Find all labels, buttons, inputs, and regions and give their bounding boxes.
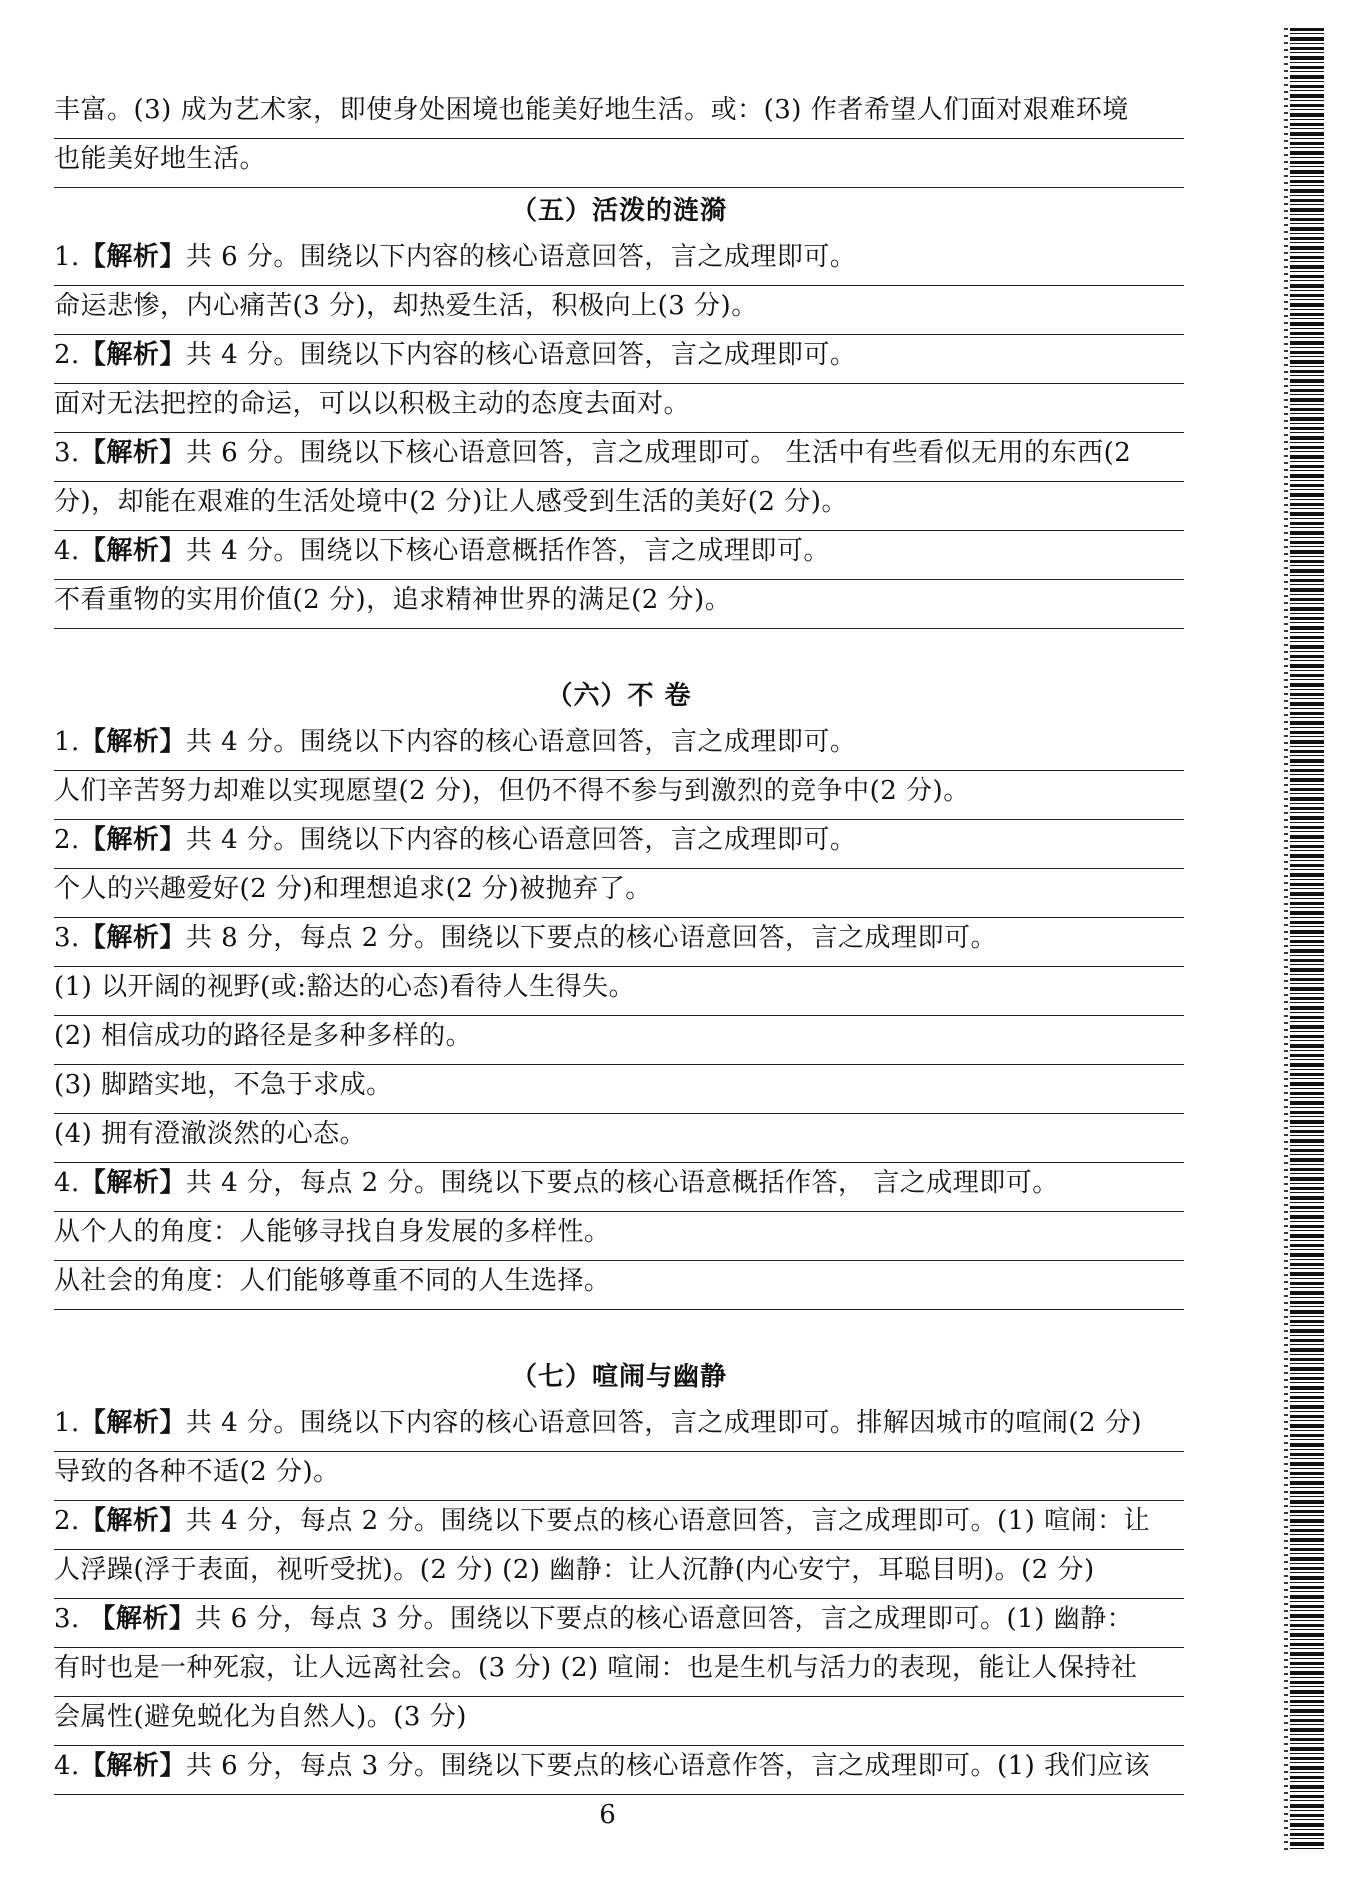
binding-edge [1284,28,1288,1850]
answer-line [54,335,1184,384]
answer-text: 会属性(避免蜕化为自然人)。(3 分) [54,1702,467,1732]
analysis-tag: 【解析】 [79,1751,186,1781]
answer-text: 共 4 分，每点 2 分。围绕以下要点的核心语意概括作答， 言之成理即可。 [185,1168,1059,1198]
analysis-tag: 【解析】 [79,1506,186,1536]
analysis-tag: 【解析】 [79,438,186,468]
question-number: 3. [54,1604,80,1634]
answer-text: 共 4 分。围绕以下内容的核心语意回答，言之成理即可。 [185,340,857,370]
answer-text: 个人的兴趣爱好(2 分)和理想追求(2 分)被抛弃了。 [54,874,652,904]
answer-text: 从社会的角度：人们能够尊重不同的人生选择。 [54,1266,611,1296]
analysis-tag: 【解析】 [79,825,186,855]
answer-text: 共 4 分。围绕以下内容的核心语意回答，言之成理即可。 [185,727,857,757]
question-number: 3. [54,923,80,953]
answer-text: 共 6 分，每点 3 分。围绕以下要点的核心语意作答，言之成理即可。(1) 我们应该 [185,1751,1151,1781]
answer-text: 分)，却能在艰难的生活处境中(2 分)让人感受到生活的美好(2 分)。 [54,487,848,517]
answer-line [54,531,1184,580]
answer-line [54,90,1184,139]
question-number: 3. [54,438,80,468]
analysis-tag: 【解析】 [79,923,186,953]
answer-line [54,1065,1184,1114]
answer-text: 面对无法把控的命运，可以以积极主动的态度去面对。 [54,389,691,419]
answer-line [54,1163,1184,1212]
answer-line [54,820,1184,869]
answer-text: 共 6 分。围绕以下核心语意回答，言之成理即可。 生活中有些看似无用的东西(2 [185,438,1132,468]
analysis-tag: 【解析】 [79,340,186,370]
answer-line [54,286,1184,335]
answer-text: (4) 拥有澄澈淡然的心态。 [54,1119,367,1149]
section-title: （六）不 卷 [546,681,692,711]
answer-line [54,1016,1184,1065]
question-number: 4. [54,536,80,566]
question-number: 4. [54,1168,80,1198]
answer-line [54,722,1184,771]
answer-text: 共 6 分，每点 3 分。围绕以下要点的核心语意回答，言之成理即可。(1) 幽静： [195,1604,1134,1634]
answer-line [54,580,1184,629]
section-title: （五）活泼的涟漪 [510,196,727,226]
answer-line [54,967,1184,1016]
question-number: 4. [54,1751,80,1781]
answer-text: 共 6 分。围绕以下内容的核心语意回答，言之成理即可。 [185,242,857,272]
answer-line [54,1261,1184,1310]
answer-text: 共 8 分，每点 2 分。围绕以下要点的核心语意回答，言之成理即可。 [185,923,997,953]
question-number: 1. [54,1408,80,1438]
answer-text: 有时也是一种死寂，让人远离社会。(3 分) (2) 喧闹：也是生机与活力的表现，能让人保持社 [54,1653,1138,1683]
answer-text: 不看重物的实用价值(2 分)，追求精神世界的满足(2 分)。 [54,585,732,615]
answer-line [54,433,1184,482]
answer-line [54,384,1184,433]
answer-line [54,918,1184,967]
answer-line [54,1648,1184,1697]
analysis-tag: 【解析】 [79,1168,186,1198]
answer-line [54,1599,1184,1648]
answer-text: 命运悲惨，内心痛苦(3 分)，却热爱生活，积极向上(3 分)。 [54,291,758,321]
answer-line [54,869,1184,918]
answer-text: 共 4 分。围绕以下内容的核心语意回答，言之成理即可。 [185,825,857,855]
answer-line [54,1114,1184,1163]
answer-text: (2) 相信成功的路径是多种多样的。 [54,1021,473,1051]
answer-text: 共 4 分。围绕以下核心语意概括作答，言之成理即可。 [185,536,830,566]
answer-text: 共 4 分。围绕以下内容的核心语意回答，言之成理即可。排解因城市的喧闹(2 分) [185,1408,1142,1438]
question-number: 1. [54,727,80,757]
answer-line [54,1746,1184,1795]
section-gap [54,1310,1184,1354]
answer-line [54,1550,1184,1599]
analysis-tag: 【解析】 [79,727,186,757]
page-number: 6 [599,1800,616,1830]
answer-line [54,1697,1184,1746]
section-title: （七）喧闹与幽静 [510,1362,727,1392]
side-barcode [1290,28,1324,1850]
answer-line [54,771,1184,820]
analysis-tag: 【解析】 [79,242,186,272]
answer-line [54,1452,1184,1501]
analysis-tag: 【解析】 [79,536,186,566]
answer-line [54,1501,1184,1550]
answer-text: 从个人的角度：人能够寻找自身发展的多样性。 [54,1217,611,1247]
answer-text: (3) 脚踏实地，不急于求成。 [54,1070,393,1100]
answer-text: 也能美好地生活。 [54,144,267,174]
answer-line [54,237,1184,286]
answer-line [54,1212,1184,1261]
answer-text: 人们辛苦努力却难以实现愿望(2 分)，但仍不得不参与到激烈的竞争中(2 分)。 [54,776,970,806]
answer-content [54,90,1184,1795]
question-number: 1. [54,242,80,272]
answer-text: (1) 以开阔的视野(或:豁达的心态)看待人生得失。 [54,972,636,1002]
answer-line [54,1403,1184,1452]
answer-line [54,482,1184,531]
answer-line [54,139,1184,188]
analysis-tag: 【解析】 [79,1604,196,1634]
analysis-tag: 【解析】 [79,1408,186,1438]
question-number: 2. [54,825,80,855]
answer-text: 共 4 分，每点 2 分。围绕以下要点的核心语意回答，言之成理即可。(1) 喧闹：让 [185,1506,1151,1536]
answer-text: 人浮躁(浮于表面，视听受扰)。(2 分) (2) 幽静：让人沉静(内心安宁，耳聪目明)。(2 分) [54,1555,1095,1585]
answer-text: 丰富。(3) 成为艺术家，即使身处困境也能美好地生活。或：(3) 作者希望人们面对艰难环境 [54,95,1129,125]
section-gap [54,629,1184,673]
answer-text: 导致的各种不适(2 分)。 [54,1457,340,1487]
question-number: 2. [54,340,80,370]
question-number: 2. [54,1506,80,1536]
